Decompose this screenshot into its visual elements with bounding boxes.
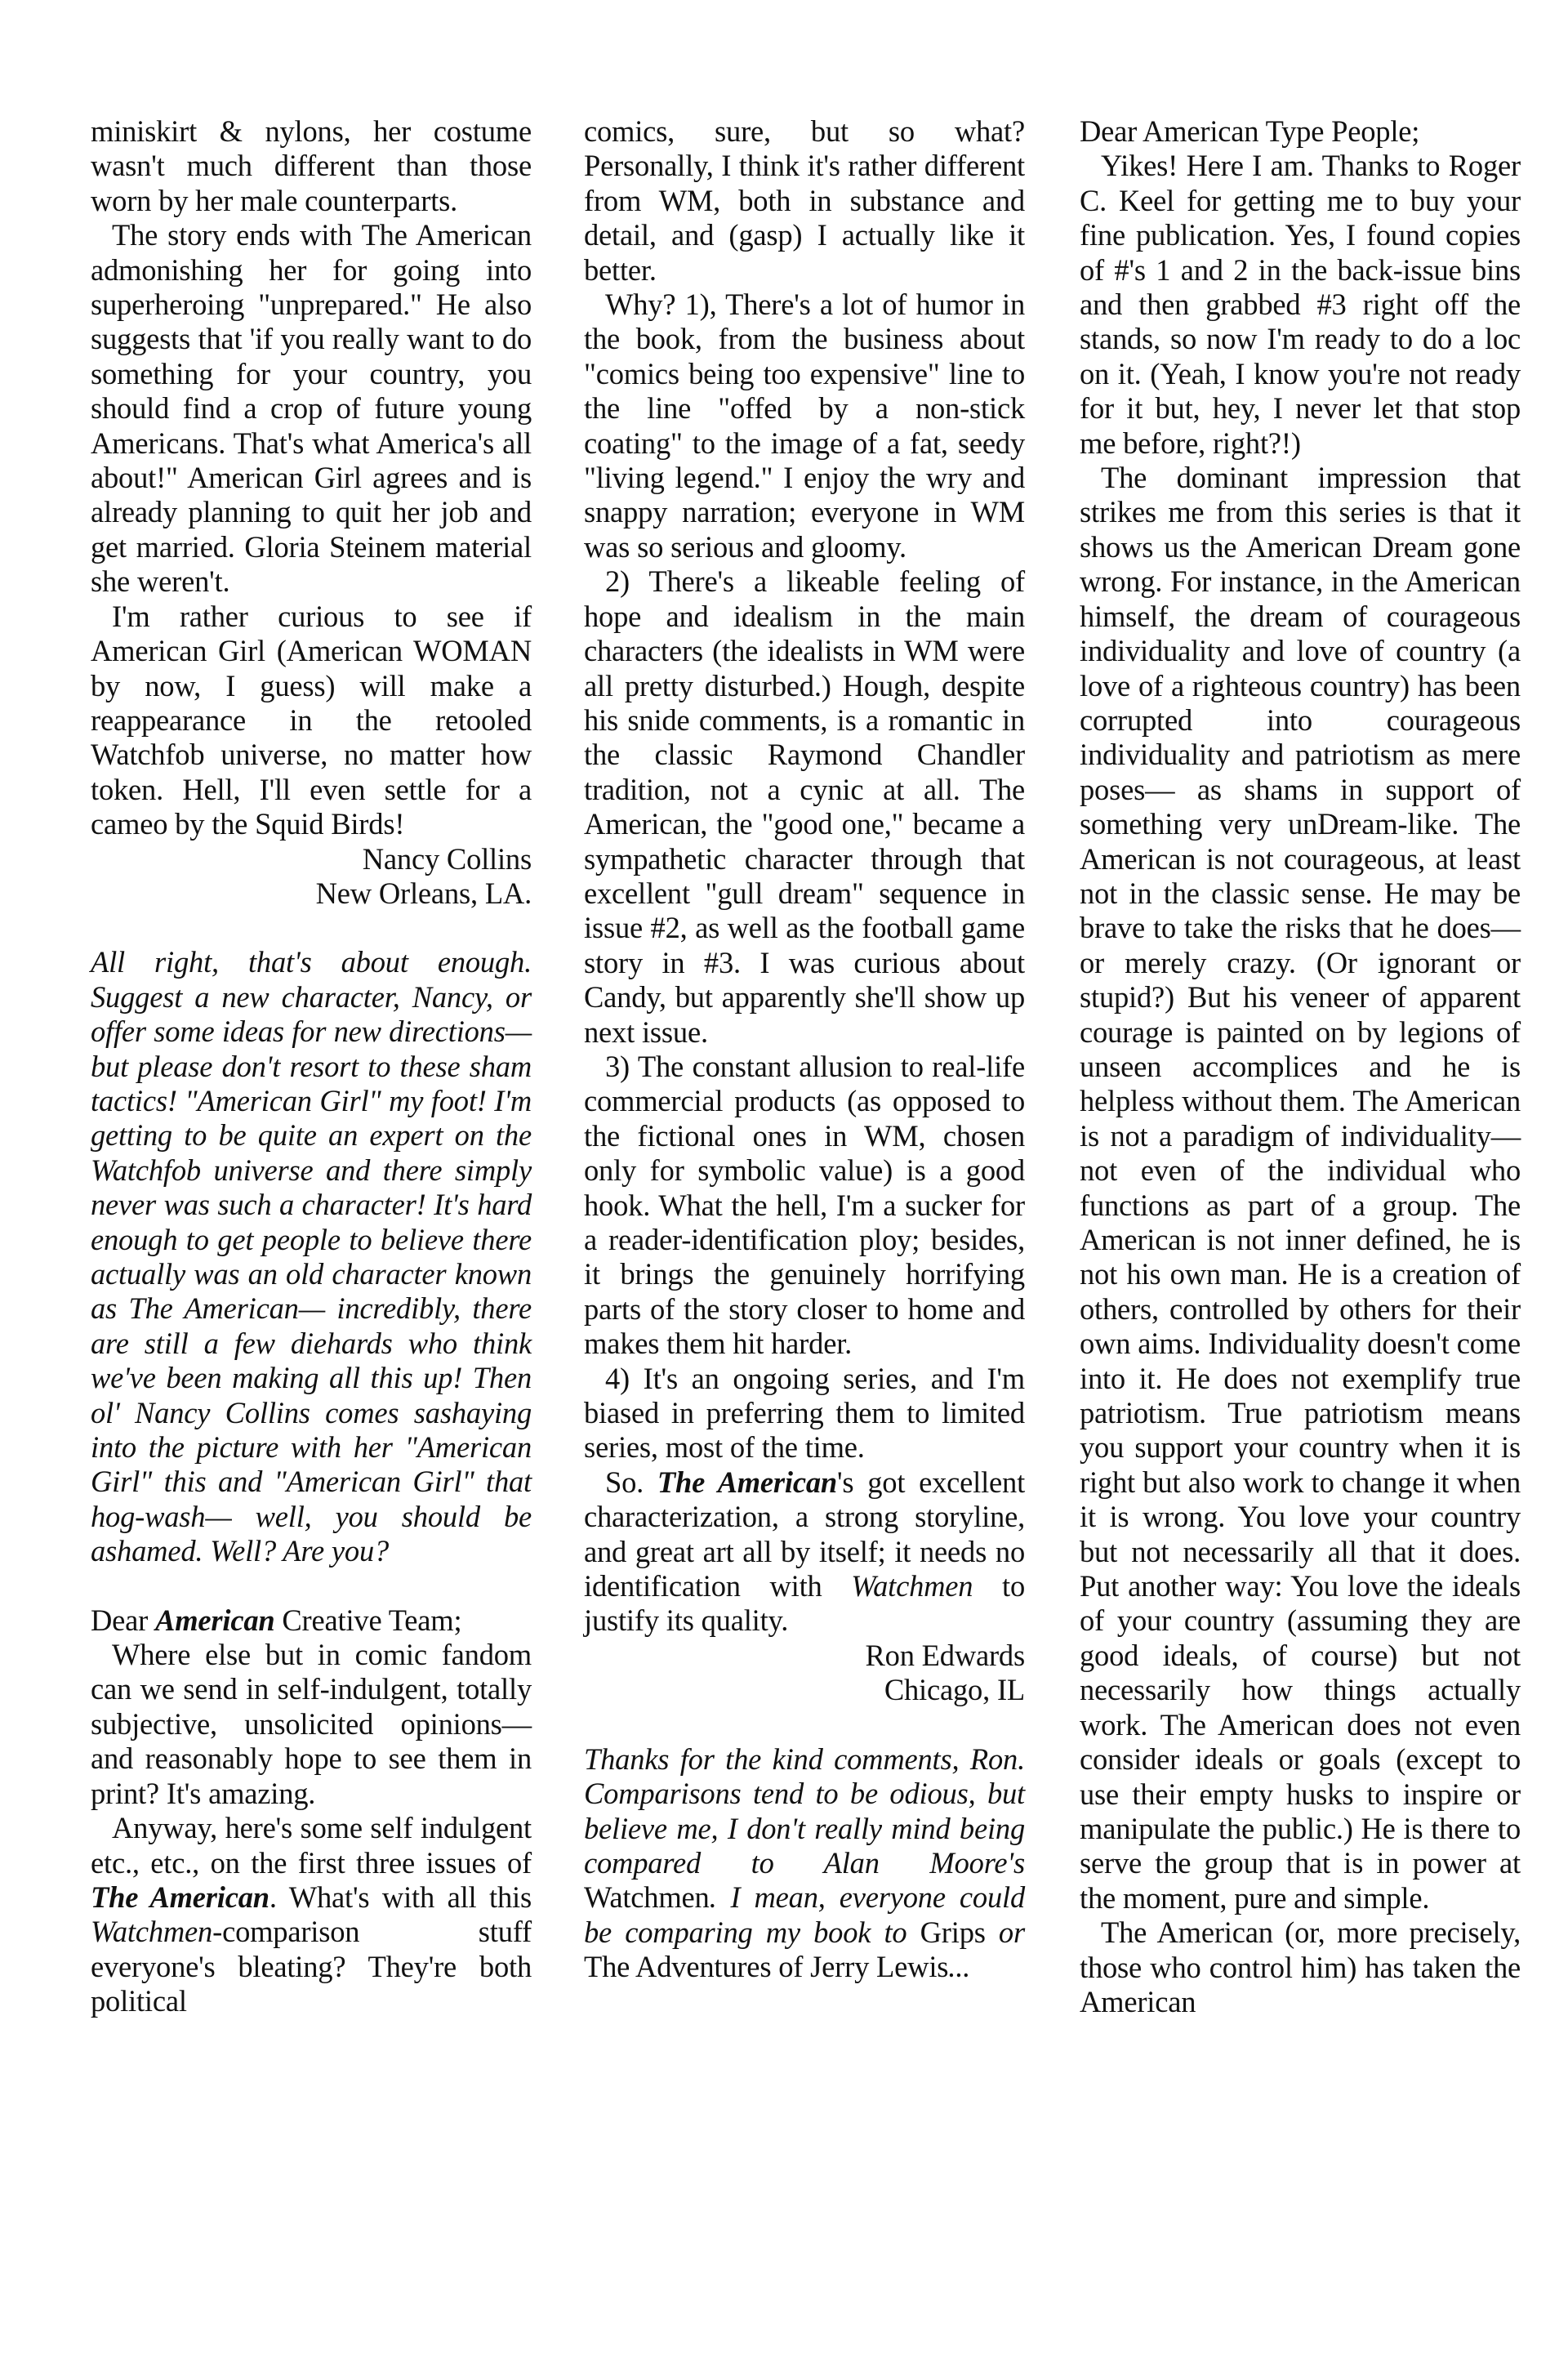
letter-paragraph: miniskirt & nylons, her costume wasn't much different than those worn by her male counterparts.: [91, 114, 532, 217]
signature-name: Nancy Collins: [362, 841, 532, 876]
editor-reply: All right, that's about enough. Suggest a new character, Nancy, or offer some ideas for new directions— but please don't resort to these sham tactics! "American Girl" my foot! I'm getting to be quite an expert on the Watchfob universe and there simply never was such a character! It's hard enough to get people to believe there actually was an old character known as The American— incredibly, there are still a few diehards who think we've been making all this up! Then ol' Nancy Collins comes sashaying into the picture with her "American Girl" this and "American Girl" that hog-wash— well, you should be ashamed. Well? Are you?: [91, 945, 532, 1568]
letter-salutation: Dear American Type People;: [1080, 114, 1420, 148]
signature-place: New Orleans, LA.: [315, 876, 532, 910]
letter-paragraph: 4) It's an ongoing series, and I'm biased in preferring them to limited series, most of the time.: [584, 1361, 1025, 1465]
letter-paragraph: Where else but in comic fandom can we send in self-indulgent, totally subjective, unsolicited opinions— and reasonably hope to see them in print? It's amazing.: [91, 1638, 532, 1810]
column-middle: [584, 114, 1025, 1985]
letter-paragraph: Yikes! Here I am. Thanks to Roger C. Keel for getting me to buy your fine publication. Yes, I found copies of #'s 1 and 2 in the back-issue bins and then grabbed #3 right off the stands, so now I'm ready to do a loc on it. (Yeah, I know you're not ready for it but, hey, I never let that stop me before, right?!): [1080, 149, 1521, 460]
letter-paragraph: 3) The constant allusion to real-life commercial products (as opposed to the fictional ones in WM, chosen only for symbolic value) is a good hook. What the hell, I'm a sucker for a reader-identification ploy; besides, it brings the genuinely horrifying parts of the story closer to home and makes them hit harder.: [584, 1049, 1025, 1361]
letter-paragraph: comics, sure, but so what? Personally, I think it's rather different from WM, both in substance and detail, and (gasp) I actually like it better.: [584, 114, 1025, 287]
letter-paragraph: 2) There's a likeable feeling of hope and idealism in the main characters (the idealists in WM were all pretty disturbed.) Hough, despite his snide comments, is a romantic in the classic Raymond Chandler tradition, not a cynic at all. The American, the "good one," became a sympathetic character through that excellent "gull dream" sequence in issue #2, as well as the football game story in #3. I was curious about Candy, but apparently she'll show up next issue.: [584, 564, 1025, 1049]
signature-place: Chicago, IL: [884, 1673, 1025, 1707]
letter-paragraph: Anyway, here's some self indulgent etc., etc., on the first three issues of The American. What's with all this Watchmen-comparison stuff everyone's bleating? They're both political: [91, 1811, 532, 2018]
editor-reply: Thanks for the kind comments, Ron. Comparisons tend to be odious, but believe me, I don't really mind being compared to Alan Moore's Watchmen. I mean, everyone could be comparing my book to Grips or The Adventures of Jerry Lewis...: [584, 1741, 1025, 1984]
letter-paragraph: The American (or, more precisely, those who control him) has taken the American: [1080, 1915, 1521, 2018]
column-right: [1080, 114, 1521, 2019]
letter-paragraph: So. The American's got excellent characterization, a strong storyline, and great art all by itself; it needs no identification with Watchmen to justify its quality.: [584, 1465, 1026, 1638]
signature-name: Ron Edwards: [865, 1638, 1025, 1672]
letter-paragraph: Why? 1), There's a lot of humor in the book, from the business about "comics being too expensive" line to the line "offed by a non-stick coating" to the image of a fat, seedy "living legend." I enjoy the wry and snappy narration; everyone in WM was so serious and gloomy.: [584, 288, 1025, 564]
letter-paragraph: The story ends with The American admonishing her for going into superheroing "unprepared." He also suggests that 'if you really want to do something for your country, you should find a crop of future young Americans. That's what America's all about!" American Girl agrees and is already planning to quit her job and get married. Gloria Steinem material she weren't.: [91, 218, 532, 599]
letter-salutation: Dear American Creative Team;: [91, 1603, 462, 1637]
letter-paragraph: The dominant impression that strikes me from this series is that it shows us the American Dream gone wrong. For instance, in the American himself, the dream of courageous individuality and love of country (a love of a righteous country) has been corrupted into courageous individuality and patriotism as mere poses— as shams in support of something very unDream-like. The American is not courageous, at least not in the classic sense. He may be brave to take the risks that he does— or merely crazy. (Or ignorant or stupid?) But his veneer of apparent courage is painted on by legions of unseen accomplices and he is helpless without them. The American is not a paradigm of individuality— not even of the individual who functions as part of a group. The American is not inner defined, he is not his own man. He is a creation of others, controlled by others for their own aims. Individuality doesn't come into it. He does not exemplify true patriotism. True patriotism means you support your country when it is right but also work to change it when it is wrong. You love your country but not necessarily all that it does. Put another way: You love the ideals of your country (assuming they are good ideals, of course) but not necessarily how things actually work. The American does not even consider ideals or goals (except to use their empty husks to inspire or manipulate the public.) He is there to serve the group that is in power at the moment, pure and simple.: [1080, 461, 1521, 1915]
column-left: [91, 114, 532, 2019]
letter-paragraph: I'm rather curious to see if American Girl (American WOMAN by now, I guess) will make a reappearance in the retooled Watchfob universe, no matter how token. Hell, I'll even settle for a cameo by the Squid Birds!: [91, 599, 532, 841]
